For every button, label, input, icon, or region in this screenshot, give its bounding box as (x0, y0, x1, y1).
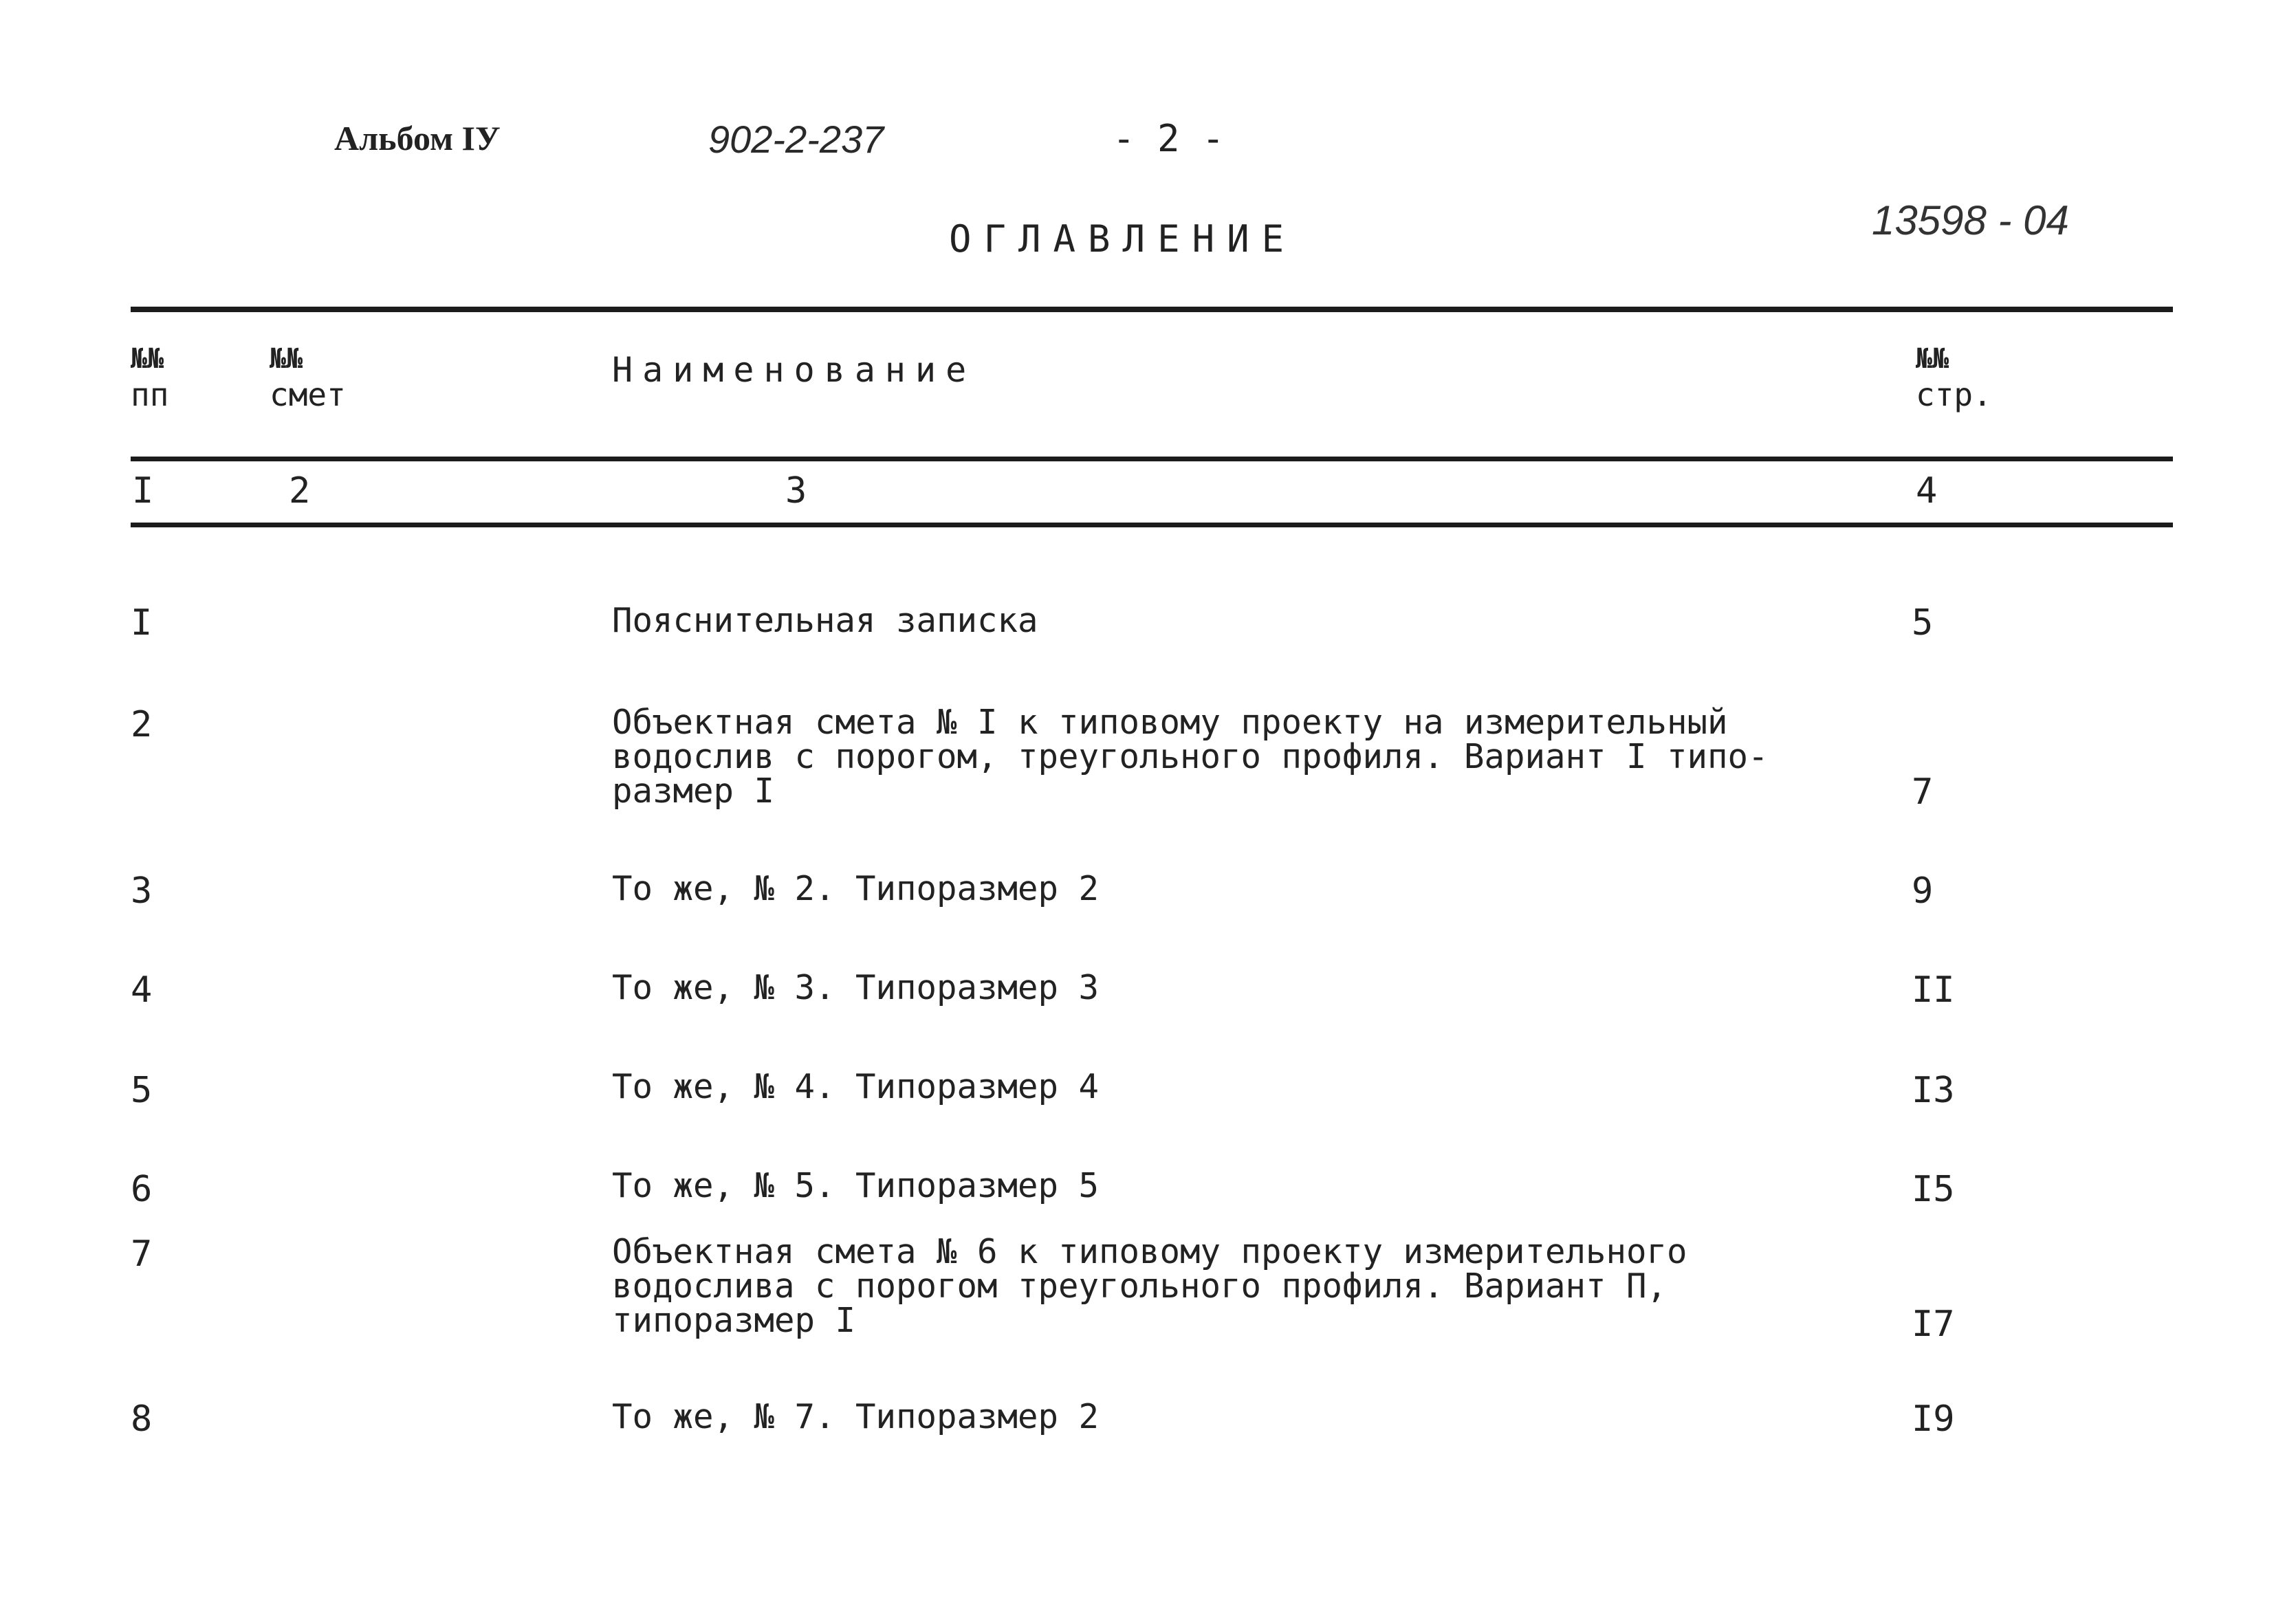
row-number: 6 (131, 1169, 153, 1210)
row-number: 5 (131, 1070, 153, 1111)
column-header-symbol: №№ (270, 343, 303, 375)
page-title: ОГЛАВЛЕНИЕ (949, 217, 1297, 261)
column-header-symbol: №№ (1916, 343, 1949, 375)
inventory-number: 13598 - 04 (1872, 197, 2069, 243)
row-page: 7 (1912, 771, 1934, 813)
column-header-label: стр. (1916, 376, 1992, 413)
row-number: 8 (131, 1398, 153, 1440)
table-top-rule (131, 307, 2173, 312)
column-number: 2 (289, 470, 311, 512)
column-header-row-number (131, 341, 168, 413)
row-number: 7 (131, 1233, 153, 1275)
column-header-name: Наименование (612, 350, 976, 390)
row-number: 4 (131, 969, 153, 1011)
row-page: 9 (1912, 870, 1934, 912)
column-header-page (1916, 341, 1992, 413)
row-name: То же, № 4. Типоразмер 4 (612, 1067, 1100, 1106)
column-header-symbol: №№ (131, 343, 164, 375)
row-name: То же, № 3. Типоразмер 3 (612, 968, 1100, 1007)
row-page: I7 (1912, 1304, 1955, 1345)
row-page: II (1912, 969, 1955, 1011)
column-number: 4 (1916, 470, 1938, 512)
column-header-estimate-number (270, 341, 346, 413)
row-name: Объектная смета № 6 к типовому проекту измерительного водослива с порогом треугольного профиля. Вариант П, типоразмер I (612, 1232, 1687, 1340)
table-numbering-rule (131, 523, 2173, 527)
column-header-label: смет (270, 376, 346, 413)
row-page: I3 (1912, 1070, 1955, 1111)
column-number: I (132, 470, 154, 512)
row-page: 5 (1912, 602, 1934, 644)
page-number: - 2 - (1113, 117, 1225, 160)
column-number: 3 (785, 470, 807, 512)
table-header-rule (131, 457, 2173, 461)
row-name: То же, № 5. Типоразмер 5 (612, 1166, 1100, 1205)
row-number: 3 (131, 870, 153, 912)
row-number: 2 (131, 704, 153, 745)
column-header-label: пп (131, 376, 169, 413)
row-name: Пояснительная записка (612, 601, 1038, 640)
row-name: Объектная смета № I к типовому проекту на измерительный водослив с порогом, треугольного профиля. Вариант I типо- размер I (612, 703, 1769, 811)
project-code: 902-2-237 (708, 118, 884, 161)
row-page: I9 (1912, 1398, 1955, 1440)
row-number: I (131, 602, 153, 644)
row-name: То же, № 7. Типоразмер 2 (612, 1397, 1100, 1436)
album-label: Альбом IУ (334, 119, 501, 157)
row-page: I5 (1912, 1169, 1955, 1210)
row-name: То же, № 2. Типоразмер 2 (612, 869, 1100, 908)
